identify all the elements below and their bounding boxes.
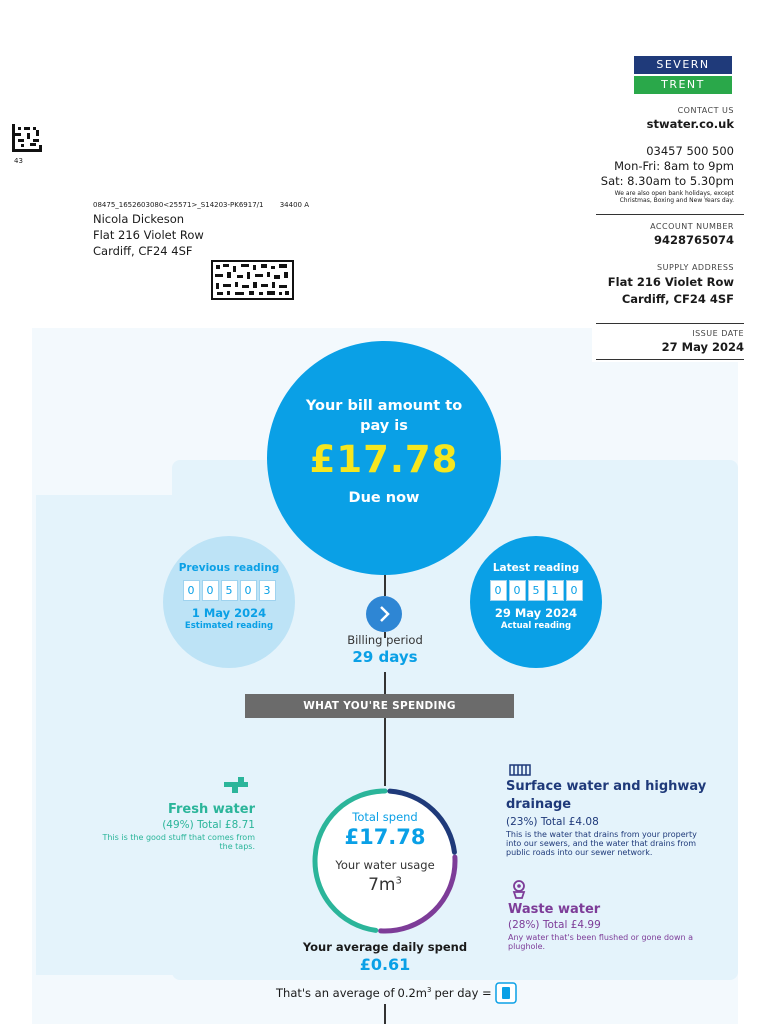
phone-number[interactable]: 03457 500 500	[646, 144, 734, 158]
bill-amount: £17.78	[309, 438, 459, 481]
waste-water-total: (28%) Total £4.99	[508, 919, 601, 931]
daily-average-unit-sup: 3	[427, 986, 432, 995]
toilet-icon	[510, 878, 528, 902]
bill-due-status: Due now	[348, 490, 420, 506]
meter-digit: 0	[566, 580, 583, 601]
latest-reading-circle	[470, 536, 602, 668]
fresh-water-desc-1: This is the good stuff that comes from	[102, 833, 255, 842]
waste-water-desc-1: Any water that's been flushed or gone down a	[508, 933, 694, 942]
bill-heading-line-1: Your bill amount to	[305, 398, 463, 414]
previous-reading-circle	[163, 536, 295, 668]
opening-hours-weekday: Mon-Fri: 8am to 9pm	[614, 159, 734, 173]
surface-water-title-1: Surface water and highway	[506, 779, 707, 794]
drain-grate-icon	[508, 763, 532, 777]
postal-barcode	[211, 260, 294, 300]
daily-average-prefix: That's an average of	[276, 986, 395, 1000]
latest-reading-date: 29 May 2024	[494, 606, 578, 620]
daily-average-value	[398, 986, 432, 1000]
fresh-water-block	[102, 802, 255, 851]
meter-digit: 0	[490, 580, 507, 601]
previous-reading-type: Estimated reading	[184, 621, 274, 631]
account-number: 9428765074	[653, 233, 734, 247]
account-block	[650, 222, 734, 247]
latest-reading-type: Actual reading	[500, 621, 572, 631]
meter-digit: 0	[240, 580, 257, 601]
total-spend-label: Total spend	[352, 810, 418, 824]
severn-trent-logo	[634, 56, 732, 94]
supply-address-line-1: Flat 216 Violet Row	[607, 275, 734, 289]
supply-label: SUPPLY ADDRESS	[657, 263, 734, 272]
meter-digit: 0	[183, 580, 200, 601]
website-link[interactable]: stwater.co.uk	[646, 117, 734, 131]
daily-spend-block	[280, 940, 490, 974]
bill-amount-circle	[267, 341, 501, 575]
daily-average-line	[276, 982, 526, 1004]
contact-label: CONTACT US	[677, 106, 734, 115]
customer-address	[93, 211, 204, 259]
connector-line	[384, 672, 386, 694]
issue-block	[662, 329, 744, 354]
supply-block	[608, 263, 734, 306]
reference-text: 08475_1652603080<25571>_S14203-PK6917/1	[93, 201, 264, 209]
latest-reading-meter	[470, 580, 602, 601]
surface-water-title-2: drainage	[506, 797, 572, 812]
surface-water-desc-1: This is the water that drains from your property	[506, 830, 697, 839]
daily-spend-label: Your average daily spend	[302, 940, 468, 954]
previous-reading-meter	[163, 580, 295, 601]
supply-address-line-2: Cardiff, CF24 4SF	[621, 292, 734, 306]
waste-water-desc-2: plughole.	[508, 942, 546, 951]
surface-water-desc-2: into our sewers, and the water that drains from	[506, 839, 697, 848]
chevron-right-icon	[366, 596, 402, 632]
waste-water-block	[508, 902, 693, 951]
mail-code: 43	[14, 157, 23, 165]
issue-date: 27 May 2024	[661, 340, 744, 354]
meter-digit: 1	[547, 580, 564, 601]
previous-reading-title: Previous reading	[178, 562, 280, 574]
reference-line	[93, 201, 309, 209]
previous-reading-date: 1 May 2024	[191, 606, 267, 620]
customer-address-line-2: Cardiff, CF24 4SF	[93, 244, 193, 258]
holiday-note-1: We are also open bank holidays, except	[614, 190, 734, 197]
meter-digit: 5	[528, 580, 545, 601]
water-usage-value	[310, 875, 460, 895]
reference-code: 34400 A	[279, 201, 310, 209]
tap-icon	[222, 774, 250, 798]
meter-digit: 0	[202, 580, 219, 601]
meter-digit: 5	[221, 580, 238, 601]
logo-line-2: TRENT	[634, 76, 732, 94]
surface-water-total: (23%) Total £4.08	[506, 816, 599, 828]
divider	[596, 214, 744, 215]
datamatrix-code	[12, 124, 42, 152]
water-usage-unit-sup: 3	[395, 875, 402, 887]
billing-period-value: 29 days	[352, 648, 418, 666]
divider	[596, 359, 744, 360]
water-usage-label: Your water usage	[335, 858, 435, 872]
billing-period	[300, 633, 470, 666]
issue-date-label: ISSUE DATE	[692, 329, 744, 338]
fresh-water-total: (49%) Total £8.71	[162, 819, 255, 831]
customer-name: Nicola Dickeson	[93, 212, 185, 226]
connector-line	[384, 1004, 386, 1024]
fresh-water-desc-2: the taps.	[219, 842, 255, 851]
latest-reading-title: Latest reading	[492, 562, 580, 574]
spending-donut	[310, 786, 460, 936]
total-spend-value: £17.78	[344, 825, 426, 849]
chevron-right-icon	[366, 596, 402, 632]
bill-heading-line-2: pay is	[360, 418, 408, 434]
opening-hours-saturday: Sat: 8.30am to 5.30pm	[600, 174, 734, 188]
contact-block	[601, 106, 734, 204]
spending-banner: WHAT YOU'RE SPENDING	[245, 694, 514, 718]
surface-water-block	[506, 778, 706, 857]
holiday-note-2: Christmas, Boxing and New Years day.	[619, 197, 734, 204]
fresh-water-title: Fresh water	[167, 802, 255, 817]
billing-period-label: Billing period	[347, 633, 423, 647]
donut-center	[310, 810, 460, 895]
water-jug-icon	[495, 982, 517, 1004]
divider	[596, 323, 744, 324]
customer-address-line-1: Flat 216 Violet Row	[93, 228, 204, 242]
surface-water-desc-3: public roads into our sewer network.	[506, 848, 653, 857]
water-usage-number: 7m	[368, 875, 396, 895]
daily-spend-value: £0.61	[359, 955, 411, 974]
meter-digit: 0	[509, 580, 526, 601]
daily-average-suffix: per day =	[434, 986, 492, 1000]
connector-line	[384, 718, 386, 786]
daily-average-number: 0.2m	[397, 986, 427, 1000]
logo-line-1: SEVERN	[634, 56, 732, 74]
waste-water-title: Waste water	[508, 902, 601, 917]
meter-digit: 3	[259, 580, 276, 601]
account-label: ACCOUNT NUMBER	[650, 222, 734, 231]
